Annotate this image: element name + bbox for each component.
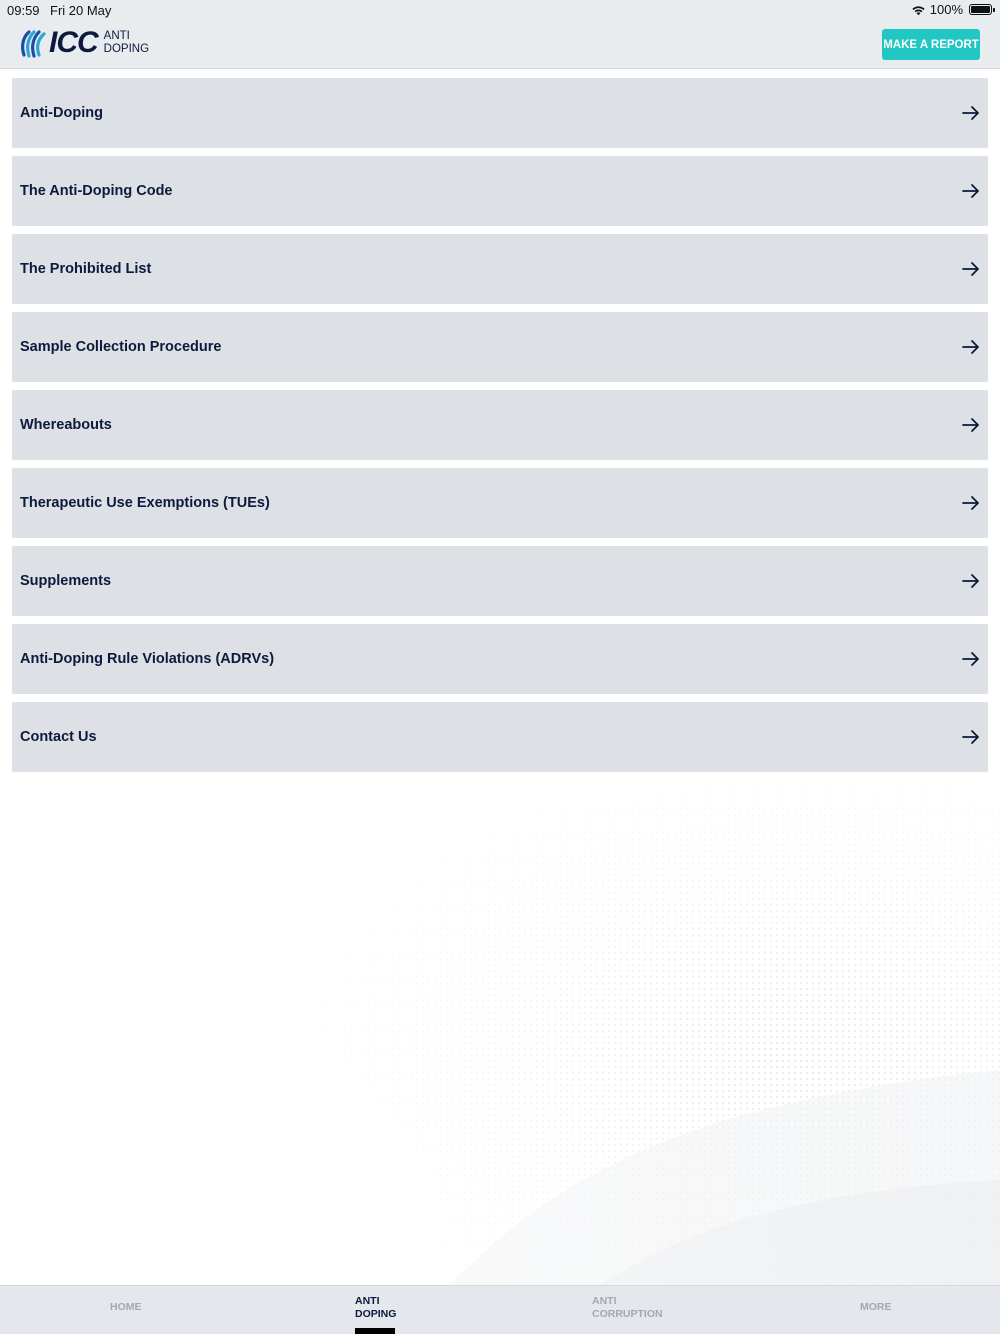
tab-more[interactable] [750, 1286, 1000, 1334]
arrow-right-icon [962, 417, 980, 433]
tab-label [860, 1301, 892, 1314]
arrow-right-icon [962, 573, 980, 589]
tab-label [592, 1295, 663, 1321]
arrow-right-icon [962, 183, 980, 199]
tab-label [110, 1301, 142, 1314]
wifi-icon [911, 4, 926, 16]
menu-item-label: Sample Collection Procedure [20, 339, 222, 355]
menu-item-whereabouts[interactable] [12, 390, 988, 460]
icc-anti-doping-logo [18, 28, 149, 58]
menu-item-supplements[interactable] [12, 546, 988, 616]
arrow-right-icon [962, 651, 980, 667]
menu-item-label: Therapeutic Use Exemptions (TUEs) [20, 495, 270, 511]
menu-item-sample-collection[interactable] [12, 312, 988, 382]
tab-label-line1: ANTI [355, 1295, 380, 1307]
arrow-right-icon [962, 105, 980, 121]
menu-item-prohibited-list[interactable] [12, 234, 988, 304]
app-header [0, 20, 1000, 69]
tab-label-line1: ANTI [592, 1295, 617, 1307]
status-date: Fri 20 May [50, 3, 112, 18]
arrow-right-icon [962, 339, 980, 355]
tab-label [355, 1295, 396, 1321]
menu-item-anti-doping-code[interactable] [12, 156, 988, 226]
menu-item-anti-doping[interactable] [12, 78, 988, 148]
logo-wordmark: ICC [49, 26, 98, 59]
tab-anti-corruption[interactable] [500, 1286, 750, 1334]
tab-home[interactable] [0, 1286, 250, 1334]
tab-label-line1: MORE [860, 1301, 892, 1313]
cricket-ball-logo-icon [18, 28, 48, 58]
bottom-tab-bar [0, 1285, 1000, 1334]
tab-label-line2: DOPING [355, 1308, 397, 1320]
menu-item-adrvs[interactable] [12, 624, 988, 694]
arrow-right-icon [962, 729, 980, 745]
menu-item-label: Whereabouts [20, 417, 112, 433]
status-indicators [911, 2, 992, 17]
wave-background-pattern [0, 770, 1000, 1285]
menu-item-label: Contact Us [20, 729, 97, 745]
menu-item-label: Anti-Doping [20, 105, 103, 121]
arrow-right-icon [962, 261, 980, 277]
menu-item-label: The Anti-Doping Code [20, 183, 173, 199]
tab-label-line2: CORRUPTION [592, 1308, 663, 1320]
status-time: 09:59 [7, 3, 40, 18]
active-tab-indicator [355, 1328, 395, 1334]
battery-percent: 100% [929, 2, 963, 17]
menu-item-tues[interactable] [12, 468, 988, 538]
status-bar [0, 0, 1000, 20]
menu-item-label: Anti-Doping Rule Violations (ADRVs) [20, 651, 275, 667]
anti-doping-menu-list [12, 78, 988, 780]
arrow-right-icon [962, 495, 980, 511]
menu-item-contact-us[interactable] [12, 702, 988, 772]
menu-item-label: Supplements [20, 573, 112, 589]
menu-item-label: The Prohibited List [20, 261, 152, 277]
battery-full-icon [969, 4, 992, 15]
logo-subtitle-line2: DOPING [103, 43, 150, 55]
logo-subtitle-line1: ANTI [103, 30, 130, 42]
make-a-report-button[interactable]: MAKE A REPORT [882, 29, 980, 60]
logo-subtitle [104, 30, 149, 56]
tab-anti-doping[interactable] [250, 1286, 500, 1334]
tab-label-line1: HOME [110, 1301, 142, 1313]
